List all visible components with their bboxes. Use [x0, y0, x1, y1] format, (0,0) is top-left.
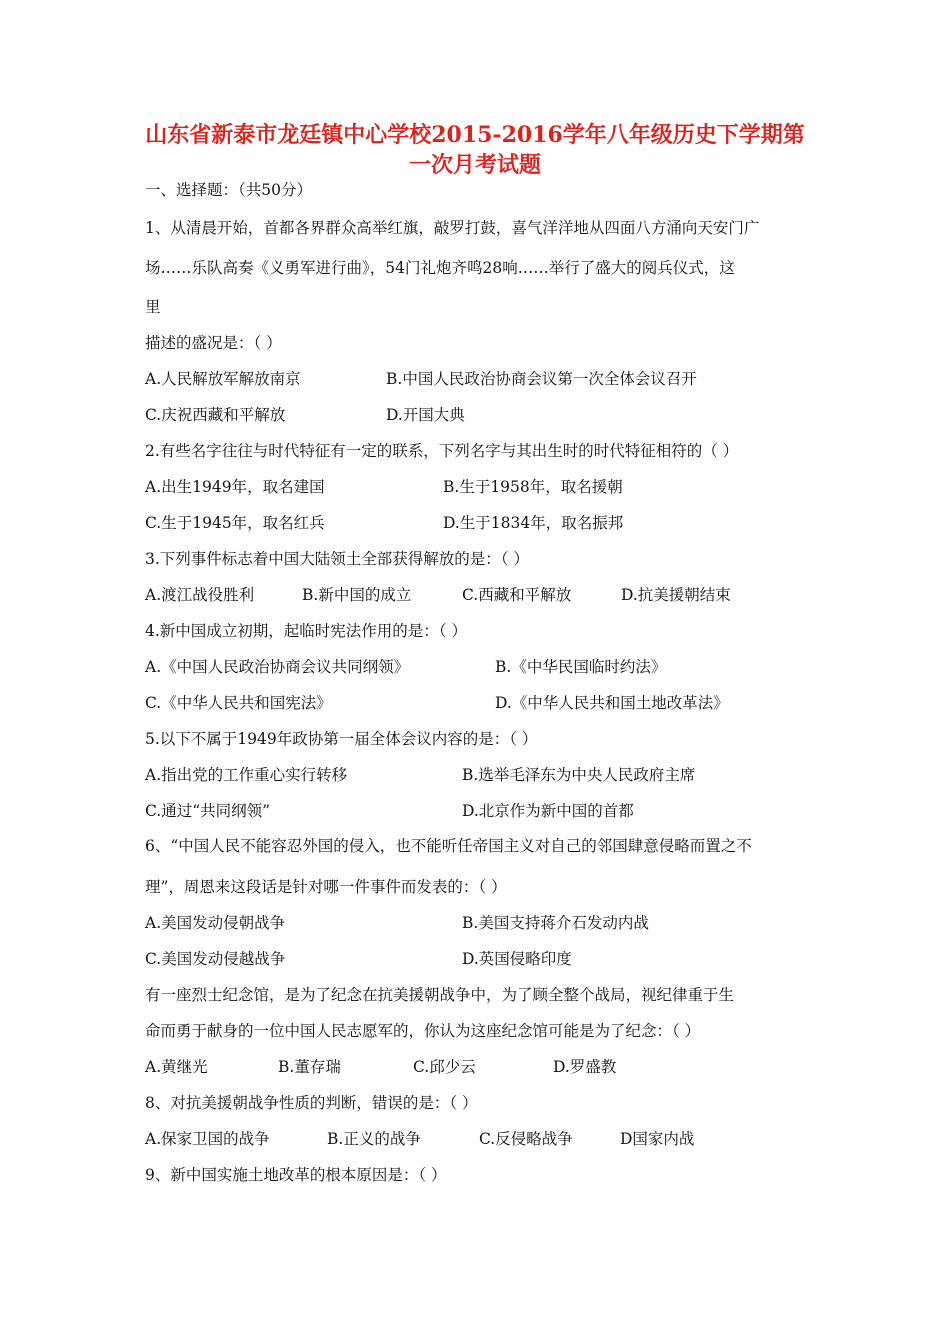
q6-option-c: C.美国发动侵越战争	[145, 950, 286, 968]
q2-stem: 2.有些名字往往与时代特征有一定的联系，下列名字与其出生时的时代特征相符的（ ）	[145, 442, 739, 460]
q1-stem-line-3: 里	[145, 298, 161, 316]
exam-title	[120, 120, 830, 180]
q9-stem: 9、新中国实施土地改革的根本原因是：（ ）	[145, 1166, 447, 1184]
q5-option-a: A.指出党的工作重心实行转移	[145, 766, 348, 784]
q7-stem-line-1: 有一座烈士纪念馆，是为了纪念在抗美援朝战争中，为了顾全整个战局，视纪律重于生	[145, 986, 735, 1004]
q6-stem-line-2: 理”，周恩来这段话是针对哪一件事件而发表的：（ ）	[145, 878, 507, 896]
q4-option-c: C.《中华人民共和国宪法》	[145, 694, 332, 712]
q4-option-b: B.《中华民国临时约法》	[495, 658, 667, 676]
q5-stem: 5.以下不属于1949年政协第一届全体会议内容的是：（ ）	[145, 730, 538, 748]
q3-option-b: B.新中国的成立	[302, 586, 412, 604]
q1-option-a: A.人民解放军解放南京	[145, 370, 301, 388]
q7-option-c: C.邱少云	[413, 1058, 476, 1076]
q5-option-d: D.北京作为新中国的首都	[462, 802, 634, 820]
q1-stem-line-4: 描述的盛况是：（ ）	[145, 334, 282, 352]
q2-option-c: C.生于1945年，取名红兵	[145, 514, 325, 532]
q8-stem: 8、对抗美援朝战争性质的判断，错误的是：（ ）	[145, 1094, 478, 1112]
q2-option-d: D.生于1834年，取名振邦	[443, 514, 624, 532]
q8-option-c: C.反侵略战争	[479, 1130, 573, 1148]
q6-option-a: A.美国发动侵朝战争	[145, 914, 286, 932]
q7-option-d: D.罗盛教	[553, 1058, 617, 1076]
q6-option-d: D.英国侵略印度	[462, 950, 572, 968]
q2-option-b: B.生于1958年，取名援朝	[443, 478, 623, 496]
q1-option-d: D.开国大典	[386, 406, 465, 424]
q4-option-d: D.《中华人民共和国土地改革法》	[495, 694, 729, 712]
q6-stem-line-1: 6、“中国人民不能容忍外国的侵入，也不能听任帝国主义对自己的邻国肆意侵略而置之不	[145, 837, 752, 855]
q4-option-a: A.《中国人民政治协商会议共同纲领》	[145, 658, 410, 676]
q3-option-c: C.西藏和平解放	[462, 586, 572, 604]
q8-option-d: D国家内战	[620, 1130, 695, 1148]
q1-option-c: C.庆祝西藏和平解放	[145, 406, 286, 424]
q4-stem: 4.新中国成立初期，起临时宪法作用的是：（ ）	[145, 622, 467, 640]
q3-option-a: A.渡江战役胜利	[145, 586, 255, 604]
q3-option-d: D.抗美援朝结束	[621, 586, 731, 604]
q3-stem: 3.下列事件标志着中国大陆领土全部获得解放的是：（ ）	[145, 550, 529, 568]
q7-option-b: B.董存瑞	[278, 1058, 341, 1076]
q7-stem-line-2: 命而勇于献身的一位中国人民志愿军的，你认为这座纪念馆可能是为了纪念：（ ）	[145, 1022, 701, 1040]
title-line-2: 一次月考试题	[408, 152, 541, 178]
q2-option-a: A.出生1949年，取名建国	[145, 478, 325, 496]
q6-option-b: B.美国支持蒋介石发动内战	[462, 914, 649, 932]
section-heading: 一、选择题：（共50分）	[145, 181, 312, 199]
q8-option-b: B.正义的战争	[327, 1130, 421, 1148]
q7-option-a: A.黄继光	[145, 1058, 208, 1076]
title-line-1: 山东省新泰市龙廷镇中心学校2015-2016学年八年级历史下学期第	[145, 122, 805, 148]
q1-option-b: B.中国人民政治协商会议第一次全体会议召开	[386, 370, 697, 388]
q1-stem-line-1: 1、从清晨开始，首都各界群众高举红旗，敲罗打鼓，喜气洋洋地从四面八方涌向天安门广	[145, 219, 760, 237]
q5-option-c: C.通过“共同纲领”	[145, 802, 271, 820]
q1-stem-line-2: 场……乐队高奏《义勇军进行曲》，54门礼炮齐鸣28响……举行了盛大的阅兵仪式，这	[145, 259, 735, 277]
q5-option-b: B.选举毛泽东为中央人民政府主席	[462, 766, 696, 784]
q8-option-a: A.保家卫国的战争	[145, 1130, 270, 1148]
